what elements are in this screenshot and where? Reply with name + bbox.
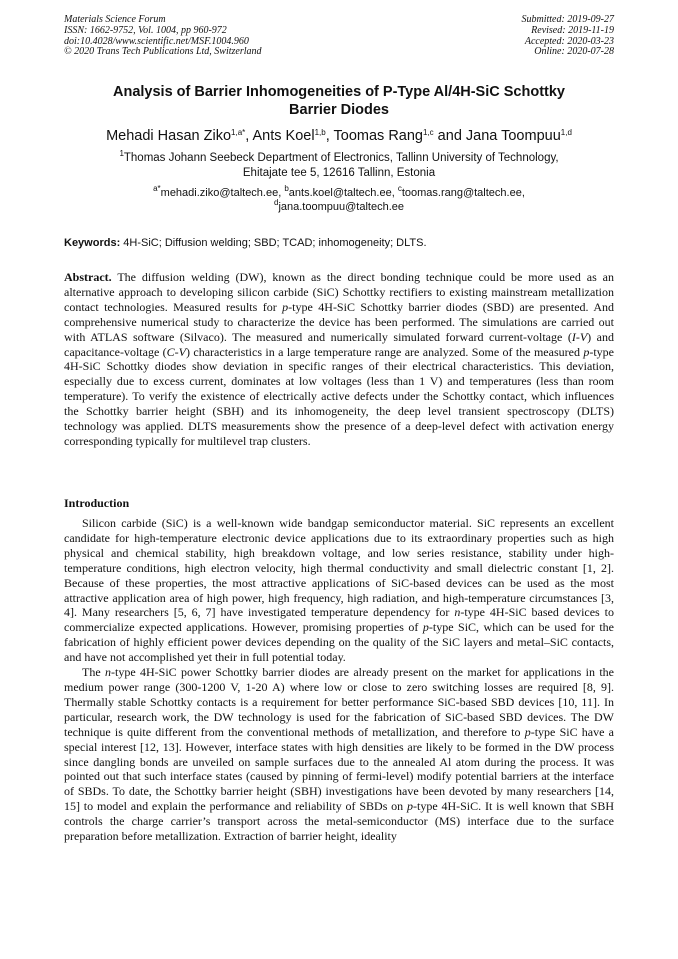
affiliation-marker: 1 <box>119 149 124 158</box>
submitted-date: Submitted: 2019-09-27 <box>521 14 614 25</box>
email-link[interactable]: jana.toompuu@taltech.ee <box>278 201 404 213</box>
author-marker: 1,d <box>560 128 572 137</box>
intro-paragraph-2 <box>64 665 614 844</box>
affiliation <box>64 151 614 181</box>
author-marker: 1,b <box>314 128 326 137</box>
abstract-text: C-V <box>166 344 186 359</box>
email-marker: b <box>284 184 289 193</box>
email-link[interactable]: mehadi.ziko@taltech.ee, <box>160 187 285 199</box>
author-marker: 1,c <box>422 128 434 137</box>
author-emails <box>64 186 614 214</box>
separator: , <box>325 128 334 144</box>
abstract-text: -type 4H-SiC Schottky barrier diodes (SBD) are presented. And comprehensive numerical study to characterize the device has been performed. The simulations are carried out with ATLAS software (Silvaco). The measured and numerically simulated forward current-voltage ( <box>64 299 614 344</box>
introduction-heading: Introduction <box>64 496 130 510</box>
intro-text: -type SiC have a special interest [12, 13]. However, interface states with high densities are likely to be formed in the DW process since dangling bonds are unveiled on sample surfaces due to the annealed Al atom during the process. It was pointed out that such interface states (caused by pinning of fermi-level) modify potential barriers at the interface of SBDs. To date, the Schottky barrier height (SBH) investigations have been devoted by many researchers [14, 15] to model and explain the performance and reliability of SBDs on <box>64 724 614 814</box>
keywords-label: Keywords: <box>64 237 121 249</box>
doi[interactable]: doi:10.4028/www.scientific.net/MSF.1004.960 <box>64 35 249 47</box>
author-list <box>40 127 638 145</box>
abstract-text: p <box>282 299 289 314</box>
journal-name: Materials Science Forum <box>64 14 166 25</box>
keywords <box>64 236 614 250</box>
intro-text: -type 4H-SiC. It is well known that SBH controls the charge carrier’s transport across the metal-semiconductor (MS) interface due to the surface preparation before metallization. Extraction of barrier height, ideality <box>64 799 615 844</box>
introduction-body <box>64 516 614 844</box>
abstract-label: Abstract. <box>64 270 112 284</box>
accepted-date: Accepted: 2020-03-23 <box>524 35 614 47</box>
abstract-text: -type 4H-SiC Schottky diodes show deviation in specific ranges of their electrical characteristics. This deviation, especially due to excess current, dominates at low voltages (less than 1 V) and temperatures (less than room temperature). To verify the existence of electrically active defects under the Schottky contact, which influences the Schottky barrier height (SBH) and its inhomogeneity, the deep level transient spectroscopy (DLTS) technology was applied. DLTS measurements show the presence of a deep-level defect with activation energy corresponding typically for multilevel trap clusters. <box>64 344 614 448</box>
separator: , <box>245 128 253 144</box>
author-name: Ants Koel <box>252 128 315 144</box>
separator: and <box>433 128 466 144</box>
paper-title <box>64 83 614 119</box>
title-line-1: Analysis of Barrier Inhomogeneities of P-Type Al/4H-SiC Schottky <box>112 84 565 100</box>
email-marker: d <box>274 198 279 207</box>
publication-info <box>64 15 262 58</box>
intro-text: Silicon carbide (SiC) is a well-known wide bandgap semiconductor material. SiC represents an excellent candidate for high-temperature electronic device applications due to its extraordinary properties such as high physical and chemical stability, high breakdown voltage, and low series resistance, stability under high-temperature conditions, high electron velocity, high thermal conductivity and small dielectric constant [1, 2]. Because of these properties, the most attractive applications of SiC-based devices can be used as the most attractive application area of high power, high frequency, high radiation, and high-temperature circumstances [3, 4]. Many researchers [5, 6, 7] have investigated temperature dependency for <box>64 516 614 620</box>
title-line-2: Barrier Diodes <box>289 102 389 118</box>
copyright: © 2020 Trans Tech Publications Ltd, Switzerland <box>64 46 262 58</box>
intro-text: p <box>407 799 413 814</box>
intro-text: p <box>524 724 531 739</box>
email-marker: c <box>397 184 402 193</box>
email-link[interactable]: ants.koel@taltech.ee, <box>288 187 398 199</box>
online-date: Online: 2020-07-28 <box>534 46 614 58</box>
abstract-text: ) and capacitance-voltage ( <box>64 329 614 359</box>
email-marker: a* <box>153 184 161 193</box>
intro-text: p <box>422 620 429 635</box>
intro-text: The <box>82 665 105 680</box>
author-name: Mehadi Hasan Ziko <box>106 128 232 144</box>
affiliation-line-1: Thomas Johann Seebeck Department of Electronics, Tallinn University of Technology, <box>123 152 559 164</box>
abstract-text: p <box>583 344 590 359</box>
issn: ISSN: 1662-9752, Vol. 1004, pp 960-972 <box>64 24 227 36</box>
author-name: Jana Toompuu <box>465 128 561 144</box>
intro-text: -type 4H-SiC power Schottky barrier diodes are already present on the market for applications in the medium power range (300-1200 V, 1-20 A) where low or close to zero switching losses are required [8, 9]. Thermally stable Schottky contacts is a requirement for better performance SiC-based SBD devices [10, 11]. In particular, research work, the DW technology is used for the fabrication of SiC-based SBD devices. The DW technique is quite different from the conventional methods of metallization, and therefore to <box>64 665 614 739</box>
intro-text: -type 4H-SiC based devices to commercialize expected applications. However, promising properties of <box>64 605 614 635</box>
author-marker: 1,a* <box>231 128 246 137</box>
intro-paragraph-1 <box>64 516 614 665</box>
author-name: Toomas Rang <box>333 128 423 144</box>
abstract-text: I-V <box>571 329 588 344</box>
abstract-paragraph <box>64 270 614 449</box>
publication-dates <box>522 15 615 58</box>
intro-text: n <box>454 605 461 620</box>
abstract-text: ) characteristics in a large temperature range are analyzed. Some of the measured <box>186 344 584 359</box>
revised-date: Revised: 2019-11-19 <box>531 24 614 36</box>
abstract-text: The diffusion welding (DW), known as the direct bonding technique could be more used as an alternative approach to developing silicon carbide (SiC) Schottky rectifiers to existing mainstream metallization contact technologies. Measured results for <box>64 270 614 314</box>
affiliation-line-2: Ehitajate tee 5, 12616 Tallinn, Estonia <box>242 167 436 179</box>
abstract <box>64 270 614 449</box>
keywords-text: 4H-SiC; Diffusion welding; SBD; TCAD; inhomogeneity; DLTS. <box>120 237 427 249</box>
intro-text: n <box>105 665 111 680</box>
intro-text: -type SiC, which can be used for the fabrication of highly efficient power devices depending on the quality of the SiC layers and metal–SiC contacts, and have not accomplished yet their in full potential today. <box>64 620 614 665</box>
email-link[interactable]: toomas.rang@taltech.ee, <box>401 187 525 199</box>
